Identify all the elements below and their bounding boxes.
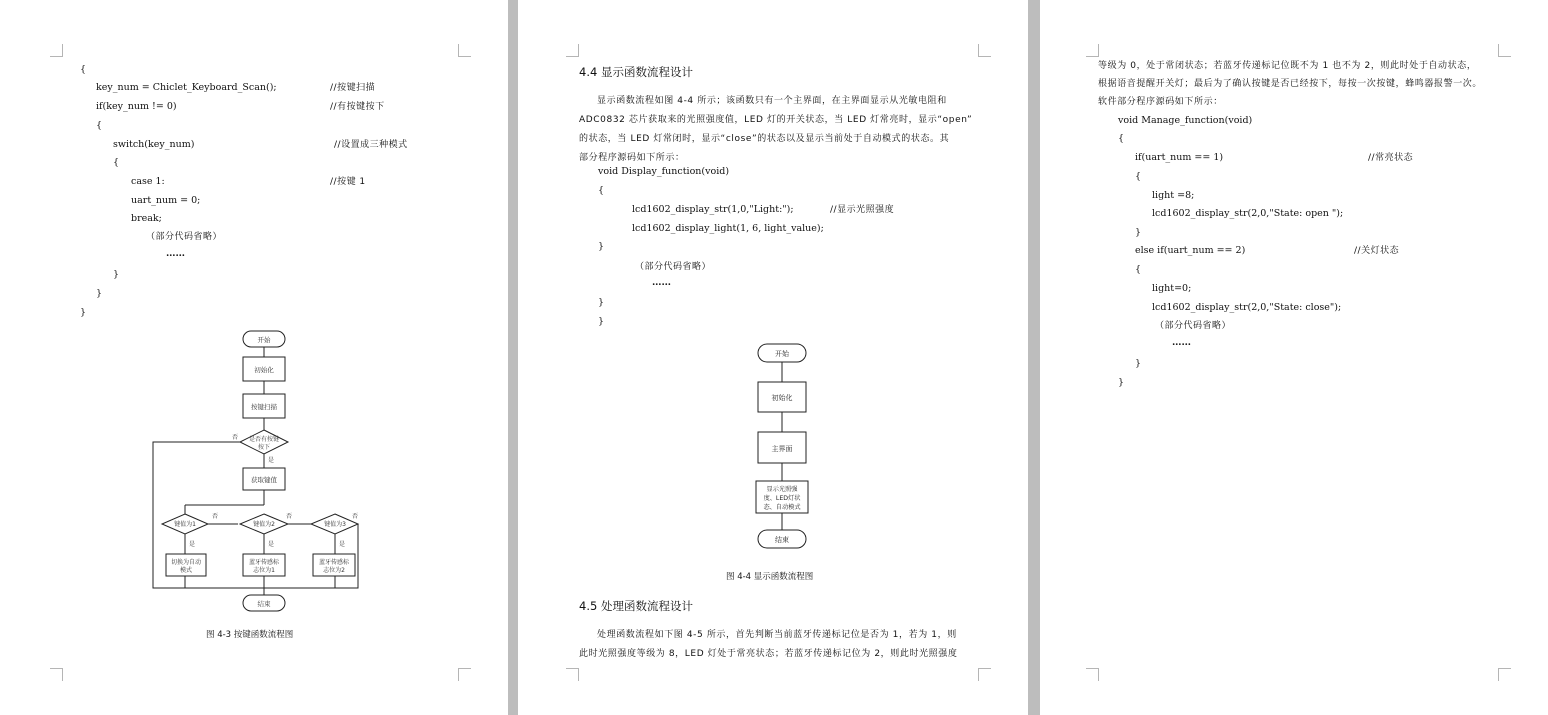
code-line: } — [1135, 358, 1142, 369]
crop-mark — [566, 44, 579, 57]
figure-caption: 图 4-4 显示函数流程图 — [726, 572, 814, 582]
code-comment: //设置成三种模式 — [334, 140, 408, 150]
flow-action-label: 蓝牙传感标 — [248, 559, 280, 566]
flow-check-label: 按下 — [257, 444, 271, 451]
code-comment: //按键 1 — [330, 177, 366, 187]
ellipsis: …… — [166, 248, 185, 259]
code-line: lcd1602_display_str(2,0,"State: close"); — [1152, 302, 1342, 313]
code-line: } — [96, 288, 103, 299]
crop-mark — [458, 668, 471, 681]
document-page-2 — [518, 0, 1028, 715]
code-line: if(uart_num == 1) — [1135, 152, 1224, 163]
crop-mark — [50, 668, 63, 681]
code-line: } — [1135, 227, 1142, 238]
flow-init-label: 初始化 — [771, 394, 793, 402]
code-omitted-note: （部分代码省略） — [1155, 321, 1232, 331]
code-line: lcd1602_display_light(1, 6, light_value); — [632, 223, 824, 234]
code-comment: //有按键按下 — [330, 102, 385, 112]
code-line: if(key_num != 0) — [96, 101, 177, 112]
code-line: lcd1602_display_str(1,0,"Light:"); — [632, 204, 794, 215]
code-line: } — [80, 307, 87, 318]
code-comment: //常亮状态 — [1368, 153, 1414, 163]
code-omitted-note: （部分代码省略） — [146, 232, 223, 242]
paragraph-line: 显示函数流程如图 4-4 所示；该函数只有一个主界面，在主界面显示从光敏电阻和 — [597, 96, 947, 106]
flow-action-label: 蓝牙传感标 — [318, 559, 350, 566]
code-line: void Manage_function(void) — [1118, 115, 1253, 126]
code-line: break; — [131, 213, 162, 224]
code-comment: //按键扫描 — [330, 83, 376, 93]
code-line: } — [113, 269, 120, 280]
flow-yes-label: 是 — [268, 457, 275, 464]
flow-show-label: 显示光照强 — [766, 486, 798, 493]
key-flowchart — [0, 320, 508, 620]
code-line: } — [598, 241, 605, 252]
code-line: { — [96, 120, 103, 131]
code-line: } — [1118, 377, 1125, 388]
flow-no-label: 否 — [352, 513, 359, 520]
flow-k3-label: 键值为3 — [324, 521, 346, 528]
flow-get-label: 获取键值 — [251, 476, 277, 484]
crop-mark — [978, 44, 991, 57]
crop-mark — [458, 44, 471, 57]
figure-caption: 图 4-3 按键函数流程图 — [206, 630, 294, 640]
flow-end-label: 结束 — [257, 600, 271, 608]
section-heading: 4.5 处理函数流程设计 — [579, 599, 693, 613]
code-line: uart_num = 0; — [131, 195, 201, 206]
flow-action-label: 模式 — [179, 567, 193, 574]
crop-mark — [1498, 44, 1511, 57]
flow-action-label: 志位为1 — [253, 567, 275, 574]
code-comment: //关灯状态 — [1354, 246, 1400, 256]
display-flowchart — [518, 336, 1028, 556]
flow-yes-label: 是 — [339, 541, 346, 548]
document-page-1 — [0, 0, 508, 715]
code-line: case 1: — [131, 176, 165, 187]
flow-init-label: 初始化 — [254, 366, 274, 374]
code-line: light=0; — [1152, 283, 1192, 294]
flow-no-label: 否 — [212, 513, 219, 520]
code-line: { — [1135, 264, 1142, 275]
ellipsis: …… — [652, 277, 671, 288]
crop-mark — [1498, 668, 1511, 681]
code-line: { — [598, 185, 605, 196]
flow-main-label: 主界面 — [771, 445, 793, 453]
paragraph — [579, 92, 979, 168]
section-heading: 4.4 显示函数流程设计 — [579, 65, 693, 79]
code-line: lcd1602_display_str(2,0,"State: open "); — [1152, 208, 1344, 219]
flow-k1-label: 键值为1 — [174, 521, 196, 528]
paragraph-line: 根据语音提醒开关灯；最后为了确认按键是否已经按下，每按一次按键，蜂鸣器报警一次。 — [1098, 79, 1483, 89]
code-line: key_num = Chiclet_Keyboard_Scan(); — [96, 82, 277, 93]
code-line: { — [113, 157, 120, 168]
flow-yes-label: 是 — [189, 541, 196, 548]
crop-mark — [978, 668, 991, 681]
crop-mark — [1086, 44, 1099, 57]
ellipsis: …… — [1172, 337, 1191, 348]
flow-action-label: 志位为2 — [323, 567, 345, 574]
code-line: { — [1118, 133, 1125, 144]
crop-mark — [50, 44, 63, 57]
flow-no-label: 否 — [232, 434, 239, 441]
flow-end-label: 结束 — [775, 536, 789, 544]
paragraph-line: ADC0832 芯片获取来的光照强度值，LED 灯的开关状态，当 LED 灯常亮时，显示“open” — [579, 115, 973, 125]
code-comment: //显示光照强度 — [830, 205, 895, 215]
flow-start-label: 开始 — [775, 350, 789, 358]
code-line: { — [1135, 171, 1142, 182]
code-line: switch(key_num) — [113, 139, 195, 150]
flow-check-label: 是否有按键 — [248, 436, 280, 443]
flow-start-label: 开始 — [257, 336, 271, 344]
paragraph — [1098, 57, 1518, 111]
flow-yes-label: 是 — [268, 541, 275, 548]
flow-scan-label: 按键扫描 — [251, 403, 277, 411]
flow-k2-label: 键值为2 — [253, 521, 275, 528]
flow-show-label: 度、LED灯状 — [763, 495, 801, 502]
paragraph-line: 此时光照强度等级为 8，LED 灯处于常亮状态；若蓝牙传递标记位为 2，则此时光照强度 — [579, 649, 958, 659]
crop-mark — [566, 668, 579, 681]
code-line: light =8; — [1152, 190, 1195, 201]
code-omitted-note: （部分代码省略） — [635, 262, 712, 272]
code-line: else if(uart_num == 2) — [1135, 245, 1246, 256]
paragraph-line: 软件部分程序源码如下所示： — [1098, 97, 1223, 107]
paragraph-line: 等级为 0，处于常闭状态；若蓝牙传递标记位既不为 1 也不为 2，则此时处于自动状态， — [1098, 61, 1477, 71]
code-line: } — [598, 316, 605, 327]
paragraph-line: 的状态，当 LED 灯常闭时，显示“close”的状态以及显示当前处于自动模式的状态。其 — [579, 134, 950, 144]
code-line: void Display_function(void) — [598, 166, 730, 177]
crop-mark — [1086, 668, 1099, 681]
flow-show-label: 态、自动模式 — [763, 504, 801, 511]
document-page-3 — [1040, 0, 1548, 715]
paragraph-line: 部分程序源码如下所示： — [579, 153, 685, 163]
code-line: { — [80, 64, 87, 75]
flow-action-label: 切换为自动 — [170, 559, 202, 566]
code-line: } — [598, 297, 605, 308]
paragraph — [579, 626, 989, 664]
flow-no-label: 否 — [286, 513, 293, 520]
paragraph-line: 处理函数流程如下图 4-5 所示，首先判断当前蓝牙传递标记位是否为 1，若为 1，则 — [597, 630, 957, 640]
